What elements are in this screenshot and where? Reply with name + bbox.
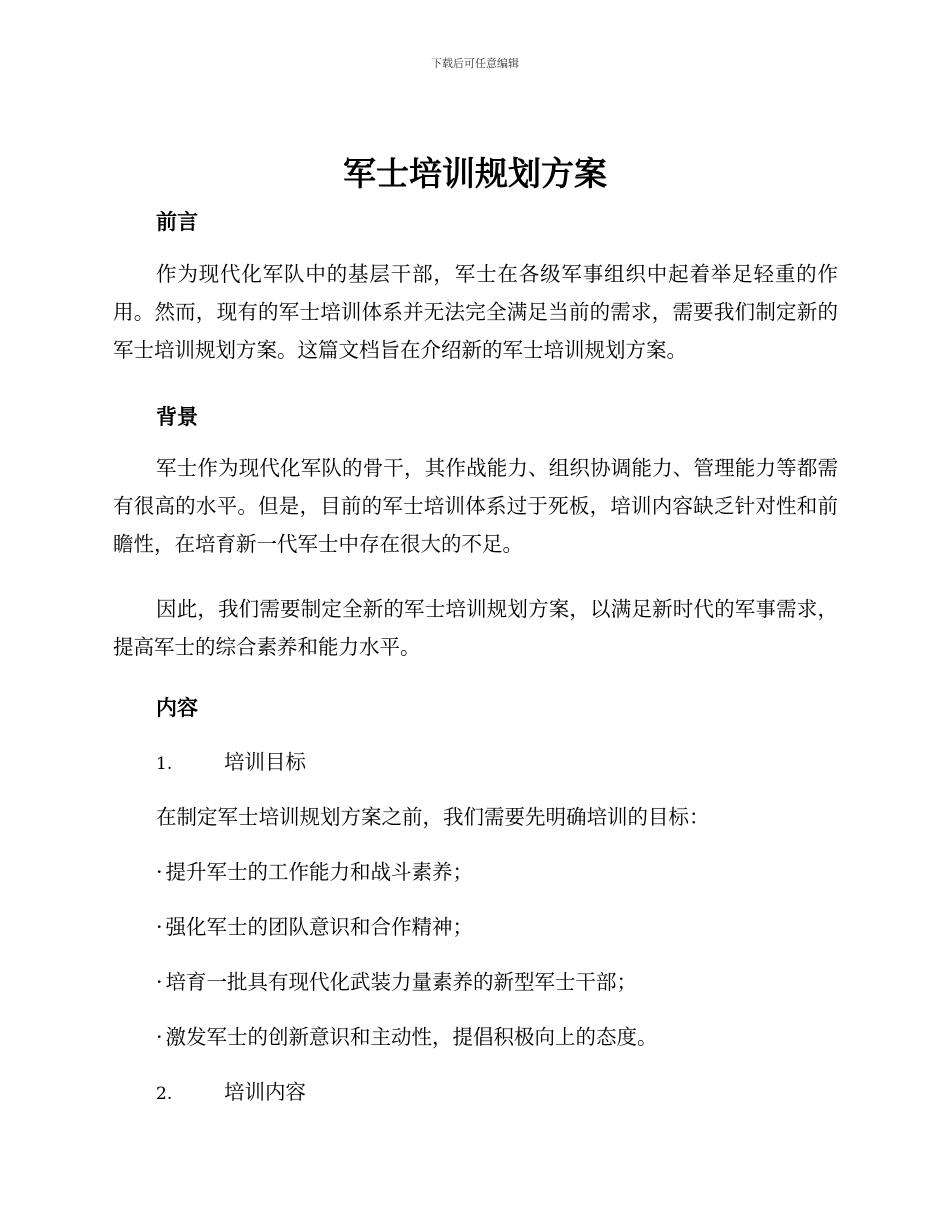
goal-bullet [156, 1020, 658, 1050]
item-label: 培训内容 [224, 1080, 306, 1104]
preface-paragraph: 作为现代化军队中的基层干部，军士在各级军事组织中起着举足轻重的作用。然而，现有的军士培训体系并无法完全满足当前的需求，需要我们制定新的军士培训规划方案。这篇文档旨在介绍新的军士培训规划方案。 [113, 262, 838, 362]
item-number: 2. [156, 1084, 173, 1104]
goal-text: 强化军士的团队意识和合作精神； [165, 915, 474, 939]
background-paragraph-2: 因此，我们需要制定全新的军士培训规划方案，以满足新时代的军事需求，提高军士的综合素养和能力水平。 [113, 597, 838, 659]
goal-text: 培育一批具有现代化武装力量素养的新型军士干部； [165, 970, 638, 994]
background-paragraph-1: 军士作为现代化军队的骨干，其作战能力、组织协调能力、管理能力等都需有很高的水平。但是，目前的军士培训体系过于死板，培训内容缺乏针对性和前瞻性，在培育新一代军士中存在很大的不足。 [113, 456, 838, 556]
heading-preface: 前言 [156, 210, 198, 234]
item-number: 1. [156, 754, 173, 774]
goal-intro: 在制定军士培训规划方案之前，我们需要先明确培训的目标： [156, 805, 710, 829]
heading-content: 内容 [156, 696, 198, 720]
item-label: 培训目标 [224, 750, 306, 774]
bullet-icon: · [156, 1025, 163, 1049]
header-note: 下载后可任意编辑 [431, 57, 519, 70]
bullet-icon: · [156, 860, 163, 884]
document-title: 军士培训规划方案 [343, 154, 607, 193]
bullet-icon: · [156, 970, 163, 994]
bullet-icon: · [156, 915, 163, 939]
goal-text: 提升军士的工作能力和战斗素养； [165, 860, 474, 884]
goal-bullet [156, 965, 637, 995]
goal-bullet [156, 855, 473, 885]
numbered-item-training-goal [156, 745, 306, 775]
heading-background: 背景 [156, 405, 198, 429]
goal-bullet [156, 910, 473, 940]
numbered-item-training-content [156, 1075, 306, 1105]
goal-text: 激发军士的创新意识和主动性，提倡积极向上的态度。 [165, 1025, 658, 1049]
